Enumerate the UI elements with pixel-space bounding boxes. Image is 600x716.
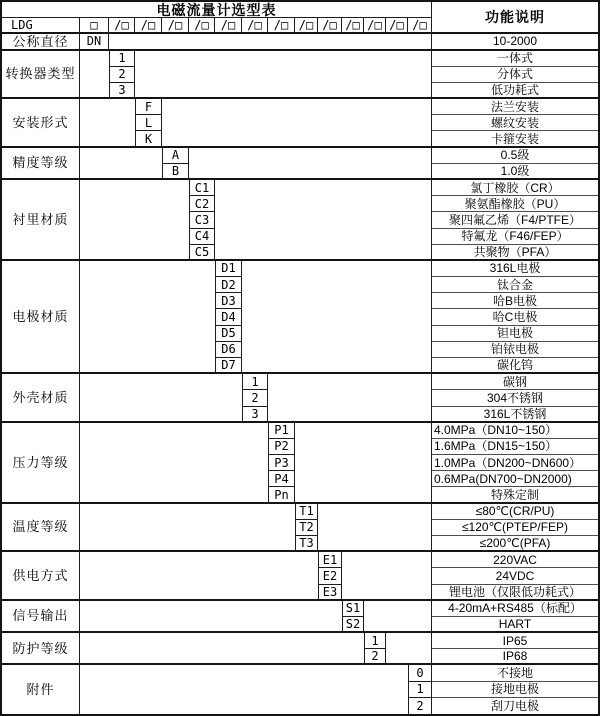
description-cell: 锂电池（仅限低功耗式）	[432, 585, 598, 601]
model-code-slot: /□	[162, 18, 189, 34]
code-option: 0	[408, 665, 432, 681]
spacer-cell	[80, 148, 162, 180]
description-cell: 钛合金	[432, 277, 598, 293]
spacer-cell	[80, 552, 318, 601]
description-cell: 不接地	[432, 665, 598, 681]
code-option: P2	[268, 439, 295, 455]
description-cell: 一体式	[432, 51, 598, 67]
model-code-slot: /□	[295, 18, 318, 34]
category-label: 衬里材质	[2, 180, 80, 261]
category-label: 供电方式	[2, 552, 80, 601]
description-cell: 特殊定制	[432, 487, 598, 503]
category-label: 公称直径	[2, 34, 80, 50]
spacer-cell	[80, 423, 268, 504]
description-cell: 24VDC	[432, 568, 598, 584]
model-code-slot: /□	[318, 18, 342, 34]
model-code-slot: /□	[189, 18, 215, 34]
spacer-cell	[80, 601, 342, 633]
code-option: 2	[408, 698, 432, 714]
spacer-cell	[386, 633, 432, 665]
spacer-cell	[295, 423, 432, 504]
code-option: 2	[109, 67, 135, 83]
code-option: D7	[215, 358, 242, 374]
description-cell: 聚四氟乙烯（F4/PTFE）	[432, 212, 598, 228]
description-cell: 接地电极	[432, 682, 598, 698]
description-cell: 哈C电极	[432, 309, 598, 325]
code-option: S1	[342, 601, 364, 617]
description-cell: 特氟龙（F46/FEP）	[432, 229, 598, 245]
model-code-slot: /□	[268, 18, 295, 34]
description-cell: 304不锈钢	[432, 390, 598, 406]
spacer-cell	[242, 261, 432, 374]
code-option: D6	[215, 342, 242, 358]
model-prefix: LDG	[2, 18, 80, 34]
description-cell: 螺纹安装	[432, 115, 598, 131]
category-label: 安装形式	[2, 99, 80, 148]
code-option: C5	[189, 245, 215, 261]
category-label: 电极材质	[2, 261, 80, 374]
spacer-cell	[80, 665, 408, 714]
description-cell: 法兰安装	[432, 99, 598, 115]
description-cell: ≤200℃(PFA)	[432, 536, 598, 552]
code-option: P3	[268, 455, 295, 471]
code-option: E2	[318, 568, 342, 584]
code-option: D2	[215, 277, 242, 293]
description-cell: IP65	[432, 633, 598, 649]
code-option: K	[135, 131, 162, 147]
model-code-slot: /□	[242, 18, 268, 34]
code-option: P1	[268, 423, 295, 439]
description-cell: 卡箍安装	[432, 131, 598, 147]
table-title: 电磁流量计选型表	[2, 2, 432, 18]
spacer-cell	[80, 504, 295, 553]
spacer-cell	[109, 34, 432, 50]
code-option: 1	[242, 374, 268, 390]
description-cell: 聚氨酯橡胶（PU）	[432, 196, 598, 212]
model-code-slot: /□	[215, 18, 242, 34]
description-cell: 钽电极	[432, 326, 598, 342]
description-cell: 刮刀电极	[490, 698, 539, 713]
description-cell: 铂铱电极	[432, 342, 598, 358]
spacer-cell	[80, 261, 215, 374]
code-option: D4	[215, 309, 242, 325]
code-option: S2	[342, 617, 364, 633]
description-cell: 0.6MPa(DN700~DN2000)	[432, 471, 598, 487]
category-label: 压力等级	[2, 423, 80, 504]
description-cell: ≤120℃(PTEP/FEP)	[432, 520, 598, 536]
code-option: T2	[295, 520, 318, 536]
model-code-slot: /□	[109, 18, 135, 34]
description-cell: 碳化钨	[432, 358, 598, 374]
code-option: C1	[189, 180, 215, 196]
category-label: 温度等级	[2, 504, 80, 553]
description-cell: 10-2000	[432, 34, 598, 50]
code-option: C3	[189, 212, 215, 228]
code-option: 1	[109, 51, 135, 67]
description-cell: IP68	[432, 649, 598, 665]
code-option: 3	[109, 83, 135, 99]
description-cell: 1.0MPa（DN200~DN600）	[432, 455, 598, 471]
code-option: T3	[295, 536, 318, 552]
spacer-cell	[364, 601, 432, 633]
spacer-cell	[162, 99, 432, 148]
spacer-cell	[80, 633, 364, 665]
code-option: A	[162, 148, 189, 164]
code-option: Pn	[268, 487, 295, 503]
spacer-cell	[80, 51, 109, 100]
description-cell: ≤80℃(CR/PU)	[432, 504, 598, 520]
spacer-cell	[80, 99, 135, 148]
code-option: C4	[189, 229, 215, 245]
description-cell: 共聚物（PFA）	[432, 245, 598, 261]
code-option: 3	[242, 407, 268, 423]
spacer-cell	[318, 504, 432, 553]
code-option: B	[162, 164, 189, 180]
code-option: 1	[364, 633, 386, 649]
code-option: E1	[318, 552, 342, 568]
spacer-cell	[189, 148, 432, 180]
description-cell: 氯丁橡胶（CR）	[432, 180, 598, 196]
spacer-cell	[80, 180, 189, 261]
description-cell: 1.0级	[432, 164, 598, 180]
model-digit-slot: □	[80, 18, 109, 34]
model-code-slot: /□	[386, 18, 408, 34]
model-code-slot: /□	[135, 18, 162, 34]
category-label: 信号输出	[2, 601, 80, 633]
code-option: C2	[189, 196, 215, 212]
category-label: 外壳材质	[2, 374, 80, 423]
code-option: T1	[295, 504, 318, 520]
description-cell: 220VAC	[432, 552, 598, 568]
model-code-slot: /□	[364, 18, 386, 34]
code-option: 2	[364, 649, 386, 665]
category-label: 转换器类型	[2, 51, 80, 100]
code-option: F	[135, 99, 162, 115]
code-option: D3	[215, 293, 242, 309]
description-cell: 1.6MPa（DN15~150）	[432, 439, 598, 455]
code-option: D5	[215, 326, 242, 342]
category-label: 附件	[2, 665, 80, 714]
description-cell: 低功耗式	[432, 83, 598, 99]
code-option: 1	[408, 682, 432, 698]
description-cell: 4-20mA+RS485（标配）	[432, 601, 598, 617]
spacer-cell	[268, 374, 432, 423]
description-cell: 316L电极	[432, 261, 598, 277]
code-option: L	[135, 115, 162, 131]
function-column-header: 功能说明	[432, 2, 598, 34]
code-option: E3	[318, 585, 342, 601]
description-cell: HART	[432, 617, 598, 633]
description-cell: 哈B电极	[432, 293, 598, 309]
description-cell: 分体式	[432, 67, 598, 83]
category-label: 防护等级	[2, 633, 80, 665]
description-cell: 316L不锈钢	[432, 407, 598, 423]
code-option: DN	[80, 34, 109, 50]
spacer-cell	[80, 374, 242, 423]
model-code-slot: /□	[342, 18, 364, 34]
spacer-cell	[342, 552, 432, 601]
description-cell: 0.5级	[432, 148, 598, 164]
spacer-cell	[215, 180, 432, 261]
code-option: 2	[242, 390, 268, 406]
code-option: D1	[215, 261, 242, 277]
model-code-slot: /□	[408, 18, 432, 34]
code-option: P4	[268, 471, 295, 487]
category-label: 精度等级	[2, 148, 80, 180]
spacer-cell	[135, 51, 432, 100]
description-cell: 4.0MPa（DN10~150）	[432, 423, 598, 439]
description-cell: 碳钢	[432, 374, 598, 390]
